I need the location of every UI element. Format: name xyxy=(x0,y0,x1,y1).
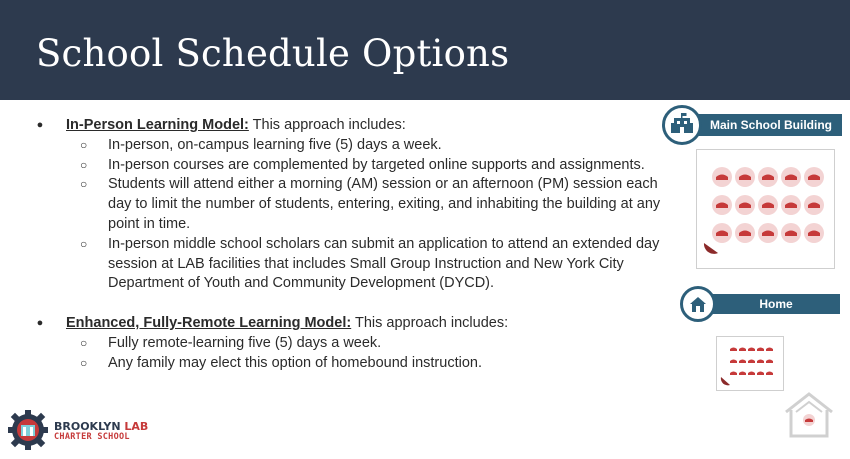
classroom-seats-svg xyxy=(697,150,833,267)
spacer xyxy=(34,294,664,314)
section-intro: This approach includes: xyxy=(248,117,406,133)
logo-lab: LAB xyxy=(124,420,149,433)
list-item-text: Any family may elect this option of homebound instruction. xyxy=(108,354,482,371)
home-seats-svg xyxy=(717,337,782,389)
sub-bullet-icon: ○ xyxy=(80,335,88,350)
section-in-person xyxy=(34,116,664,136)
seat-row-3 xyxy=(712,223,824,243)
brooklyn-lab-logo xyxy=(8,408,149,450)
content-area xyxy=(34,116,664,374)
seat-rows xyxy=(712,167,824,243)
school-building-icon xyxy=(662,105,702,145)
logo-subtitle: CHARTER SCHOOL xyxy=(54,432,130,442)
main-school-building-banner: Main School Building xyxy=(690,114,842,136)
list-item xyxy=(34,235,664,294)
sub-bullet-icon: ○ xyxy=(80,137,88,152)
logo-brooklyn: BROOKLYN xyxy=(54,420,121,433)
house-outline-icon xyxy=(782,390,836,440)
sub-bullet-icon: ○ xyxy=(80,177,88,192)
section-heading: Enhanced, Fully-Remote Learning Model: xyxy=(66,315,352,332)
house-svg xyxy=(683,289,713,319)
list-item xyxy=(34,136,664,156)
section-remote xyxy=(34,314,664,334)
section-intro: This approach includes: xyxy=(351,315,509,332)
seat-row-1 xyxy=(712,167,824,187)
list-item-text: In-person, on-campus learning five (5) days a week. xyxy=(108,136,442,153)
list-item-text: Fully remote-learning five (5) days a week. xyxy=(108,334,382,351)
slide-title: School Schedule Options xyxy=(36,32,510,75)
home-seating-grid xyxy=(716,336,784,391)
house-icon xyxy=(680,286,716,322)
bullet-icon: ● xyxy=(36,119,44,131)
gear-logo-icon xyxy=(8,410,48,450)
school-building-svg xyxy=(665,108,699,142)
list-item xyxy=(34,156,664,176)
bullet-icon: ● xyxy=(36,317,44,330)
home-banner: Home xyxy=(702,294,840,314)
title-bar xyxy=(0,0,850,100)
sub-bullet-icon: ○ xyxy=(80,236,88,251)
list-item xyxy=(34,334,664,354)
sub-bullet-icon: ○ xyxy=(80,157,88,172)
list-item xyxy=(34,354,664,374)
list-item-text: In-person middle school scholars can submit an application to attend an extended day session at LAB facilities that includes Small Group Instruction and New York City Department of Youth and Community Development (DYCD). xyxy=(108,235,660,292)
list-item xyxy=(34,175,664,234)
list-item-text: In-person courses are complemented by targeted online supports and assignments. xyxy=(108,156,645,173)
list-item-text: Students will attend either a morning (AM) session or an afternoon (PM) session each day to limit the number of students, entering, exiting, and inhabiting the building at any point in time. xyxy=(108,176,661,232)
section-heading: In-Person Learning Model: xyxy=(66,117,249,133)
sub-bullet-icon: ○ xyxy=(80,355,88,370)
seat-row-2 xyxy=(712,195,824,215)
door-swing xyxy=(704,243,718,254)
classroom-seating-grid xyxy=(696,149,835,269)
